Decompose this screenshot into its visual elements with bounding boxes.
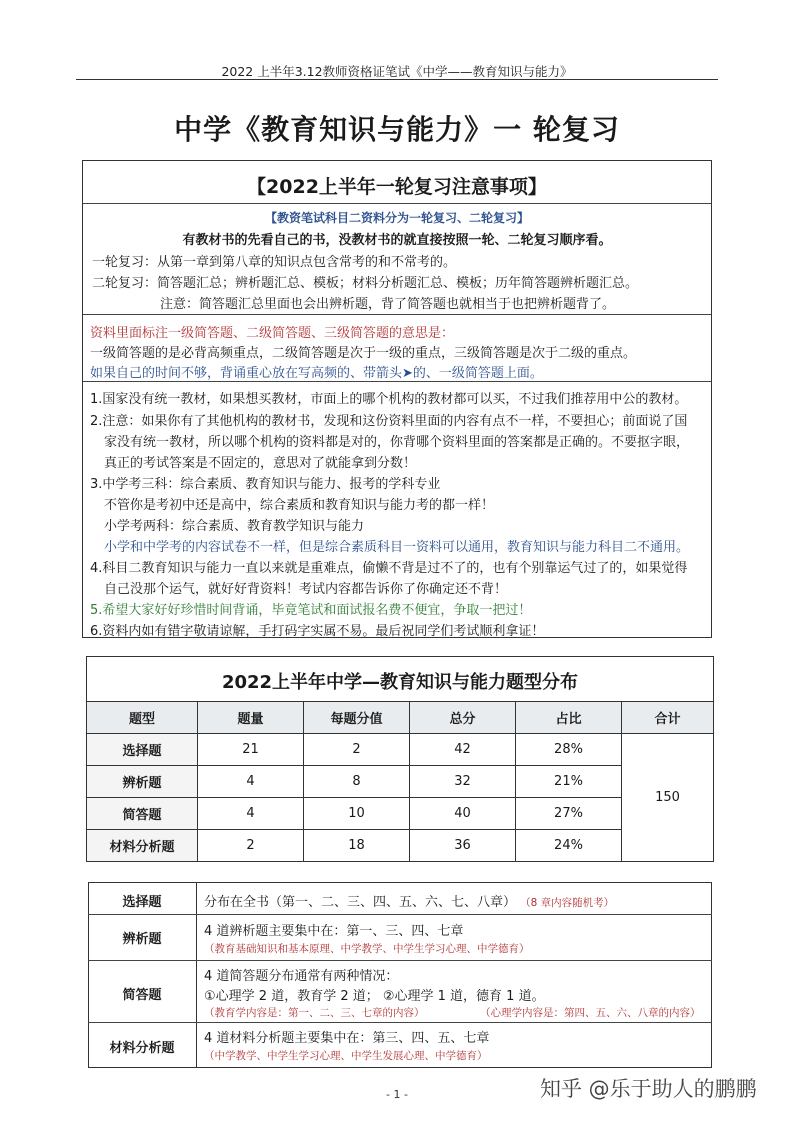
score-cell: 18: [304, 830, 410, 862]
watermark: 知乎 @乐于助人的鹏鹏: [540, 1077, 757, 1101]
header-cell: 占比: [516, 702, 622, 734]
point-5: 5.希望大家好好珍惜时间背诵，毕竟笔试和面试报名费不便宜，争取一把过！: [90, 603, 532, 618]
distribution-title: 2022上半年中学—教育知识与能力题型分布: [221, 672, 579, 693]
total-cell: 32: [410, 766, 516, 798]
section-divider: [83, 381, 711, 382]
detail-main: 4 道简答题分布通常有两种情况：: [204, 969, 399, 984]
point-1: 1.国家没有统一教材，如果想买教材，市面上的哪个机构的教材都可以买，不过我们推荐用中公的教材。: [90, 392, 688, 407]
count-cell: 2: [198, 830, 304, 862]
detail-main: 4 道辨析题主要集中在：第一、三、四、七章: [204, 924, 464, 939]
ratio-cell: 28%: [516, 734, 622, 766]
point-2-line1: 2.注意：如果你有了其他机构的教材书，发现和这份资料里面的内容有点不一样，不要担心；前面说了国: [90, 414, 688, 429]
count-cell: 4: [198, 798, 304, 830]
detail-line2: ①心理学 2 道，教育学 2 道； ②心理学 1 道，德育 1 道。: [204, 989, 545, 1004]
table-header-row: [87, 702, 714, 734]
header-cell: 每题分值: [304, 702, 410, 734]
detail-type: 辨析题: [122, 932, 162, 947]
type-cell: 简答题: [87, 798, 198, 830]
detail-row-divider: [88, 914, 712, 915]
section-divider: [83, 314, 711, 315]
total-cell: 36: [410, 830, 516, 862]
point-3-line2: 不管你是考初中还是高中，综合素质和教育知识与能力考的都一样！: [104, 498, 495, 513]
type-cell: 材料分析题: [87, 830, 198, 862]
point-3-line1: 3.中学考三科：综合素质、教育知识与能力、报考的学科专业: [90, 477, 441, 492]
header-divider: [76, 79, 718, 80]
point-4-line2: 自己没那个运气，就好好背资料！考试内容都告诉你了你确定还不背！: [104, 582, 508, 597]
ratio-cell: 27%: [516, 798, 622, 830]
detail-note: （教育基础知识和基本原理、中学教学、中学生学习心理、中学德育）: [204, 943, 530, 955]
detail-column-divider: [196, 882, 197, 1068]
detail-type: 简答题: [122, 988, 162, 1003]
point-6: 6.资料内如有错字敬请谅解，手打码字实属不易。最后祝同学们考试顺利拿证！: [90, 624, 545, 639]
round2-text: 二轮复习：简答题汇总；辨析题汇总、模板；材料分析题汇总、模板；历年简答题辨析题汇总。: [92, 276, 639, 291]
score-cell: 8: [304, 766, 410, 798]
point-3-line4: 小学和中学考的内容试卷不一样，但是综合素质科目一资料可以通用，教育知识与能力科目二不通用。: [104, 540, 690, 555]
notice-title: 【2022上半年一轮复习注意事项】: [247, 176, 547, 198]
header-cell: 合计: [622, 702, 714, 734]
type-cell: 选择题: [87, 734, 198, 766]
detail-row-divider: [88, 960, 712, 961]
detail-main: 4 道材料分析题主要集中在：第三、四、五、七章: [204, 1031, 490, 1046]
detail-note: （心理学内容是：第四、五、六、八章的内容）: [480, 1007, 701, 1019]
total-cell: 42: [410, 734, 516, 766]
detail-main-text: 分布在全书（第一、二、三、四、五、六、七、八章）: [204, 895, 517, 910]
point-3-line3: 小学考两科：综合素质、教育教学知识与能力: [104, 519, 365, 534]
score-cell: 10: [304, 798, 410, 830]
sum-cell: 150: [622, 734, 714, 862]
page-title: 中学《教育知识与能力》一 轮复习: [174, 113, 620, 146]
table-row: [87, 830, 714, 862]
table-row: [87, 766, 714, 798]
detail-type: 材料分析题: [109, 1041, 175, 1056]
detail-note: （8 章内容随机考）: [520, 897, 615, 909]
count-cell: 21: [198, 734, 304, 766]
total-cell: 40: [410, 798, 516, 830]
detail-note: （中学教学、中学生学习心理、中学生发展心理、中学德育）: [204, 1050, 488, 1062]
detail-note: （教育学内容是：第一、二、三、七章的内容）: [204, 1007, 425, 1019]
detail-type: 选择题: [122, 895, 162, 910]
score-cell: 2: [304, 734, 410, 766]
page-number: - 1 -: [386, 1088, 408, 1101]
header-cell: 题型: [87, 702, 198, 734]
ratio-cell: 24%: [516, 830, 622, 862]
header-cell: 题量: [198, 702, 304, 734]
notice-intro: 有教材书的先看自己的书，没教材书的就直接按照一轮、二轮复习顺序看。: [182, 233, 612, 248]
detail-main: [204, 891, 614, 910]
point-2-line2: 家没有统一教材，所以哪个机构的资料都是对的，你背哪个资料里面的答案都是正确的。不要抠字眼，: [104, 435, 690, 450]
level-desc: 一级简答题的是必背高频重点，二级简答题是次于一级的重点，三级简答题是次于二级的重点。: [90, 346, 637, 361]
distribution-table: [86, 701, 714, 862]
level-tip: 如果自己的时间不够，背诵重心放在写高频的、带箭头➤的、一级简答题上面。: [90, 366, 543, 381]
table-row: [87, 798, 714, 830]
header-cell: 总分: [410, 702, 516, 734]
type-cell: 辨析题: [87, 766, 198, 798]
round2-note: 注意：简答题汇总里面也会出辨析题，背了简答题也就相当于也把辨析题背了。: [160, 297, 616, 312]
notice-subtitle: 【教资笔试科目二资料分为一轮复习、二轮复习】: [264, 211, 529, 225]
point-4-line1: 4.科目二教育知识与能力一直以来就是重难点，偷懒不背是过不了的，也有个别靠运气过了的，如果觉得: [90, 561, 688, 576]
point-2-line3: 真正的考试答案是不固定的，意思对了就能拿到分数！: [104, 456, 417, 471]
level-title: 资料里面标注一级简答题、二级简答题、三级简答题的意思是：: [90, 326, 455, 341]
detail-row-divider: [88, 1022, 712, 1023]
round1-text: 一轮复习：从第一章到第八章的知识点包含常考的和不常考的。: [92, 255, 457, 270]
count-cell: 4: [198, 766, 304, 798]
table-row: [87, 734, 714, 766]
notice-divider: [83, 203, 711, 204]
ratio-cell: 21%: [516, 766, 622, 798]
page-header: 2022 上半年3.12教师资格证笔试《中学——教育知识与能力》: [221, 64, 573, 79]
